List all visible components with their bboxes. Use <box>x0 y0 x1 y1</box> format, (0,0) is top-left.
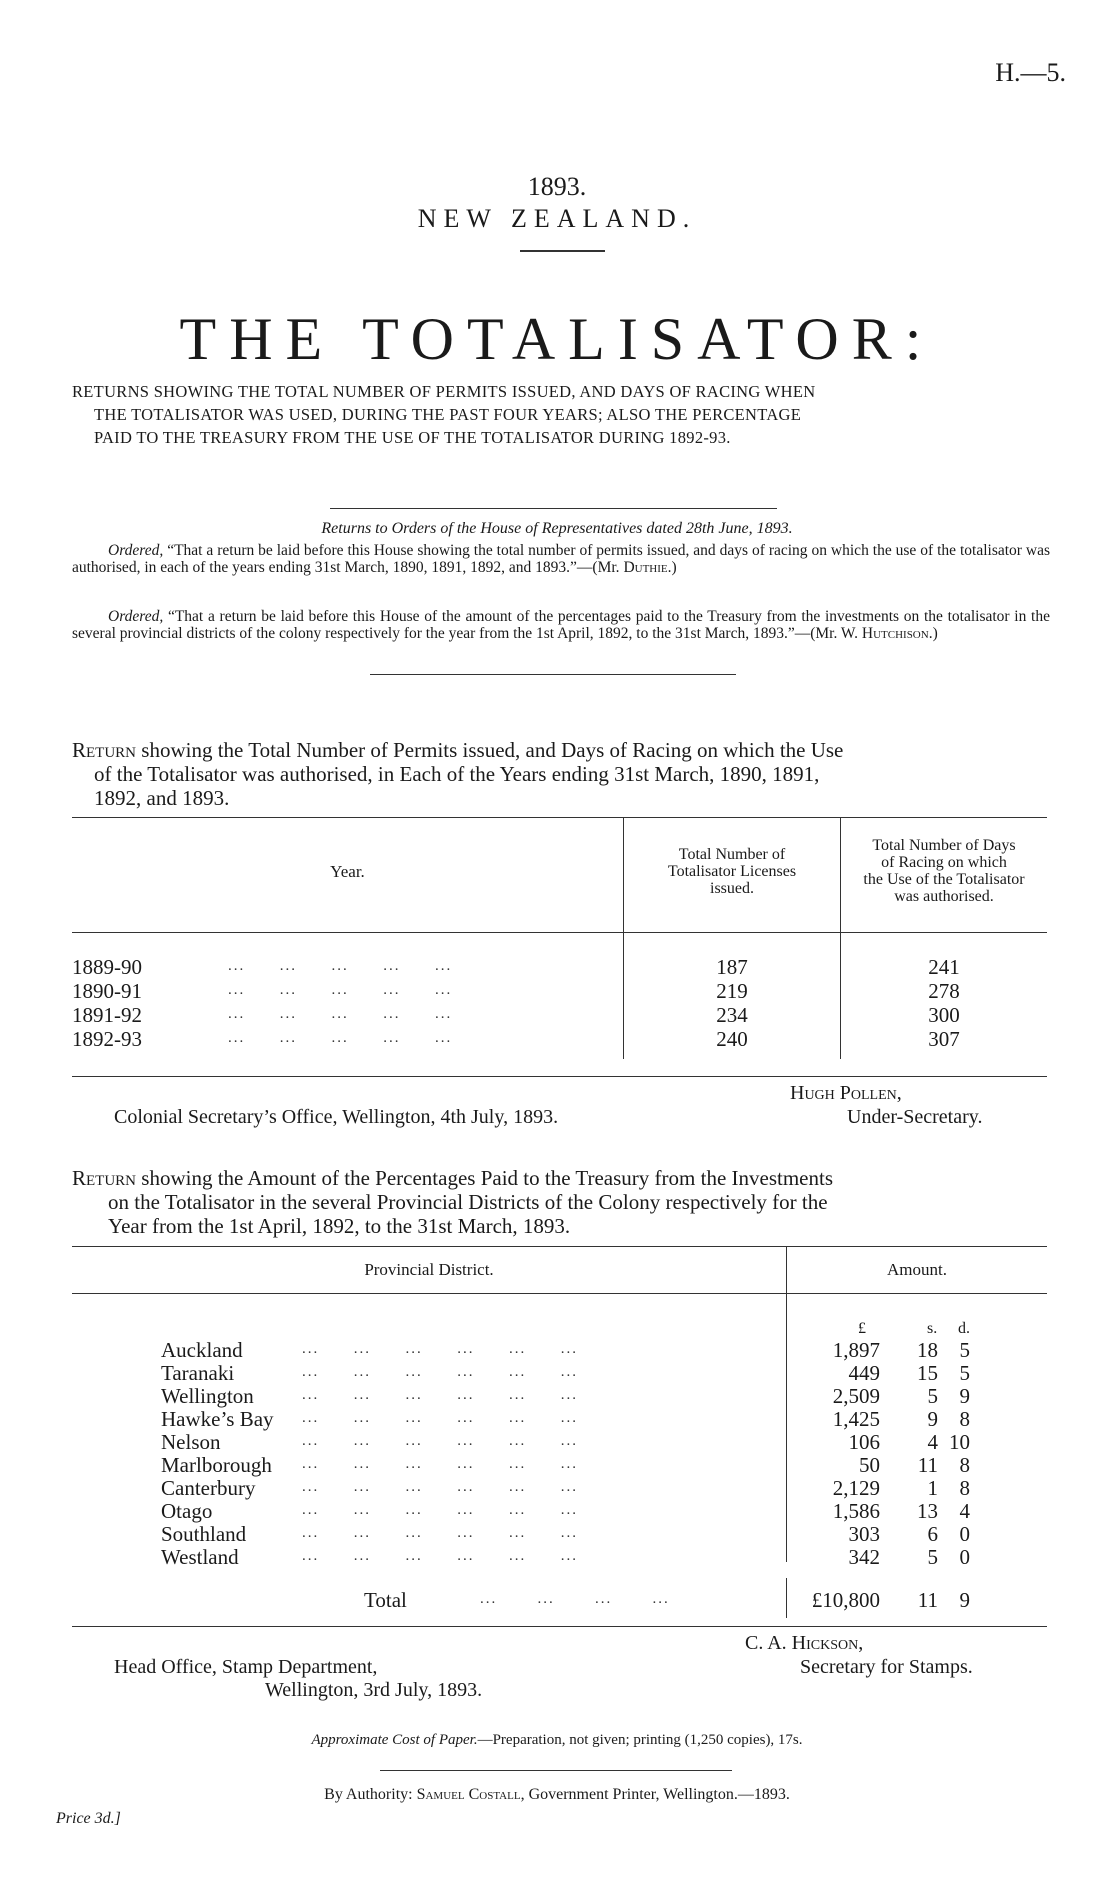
table-cell-days: 307 <box>928 1027 960 1051</box>
order-1-member: Duthie <box>623 559 668 576</box>
return1-signature-title: Under-Secretary. <box>847 1106 983 1128</box>
leader-dots: ... ... ... ... ... ... <box>302 1364 578 1380</box>
leader-dots: ... ... ... ... <box>480 1591 670 1607</box>
table-cell-licenses: 234 <box>716 1003 748 1027</box>
return1-header-days: Total Number of Days of Racing on which the Use of the Totalisator was authorised. <box>863 837 1025 905</box>
orders-heading: Returns to Orders of the House of Representatives dated 28th June, 1893. <box>321 520 793 537</box>
table-row-year: 1891-92 <box>72 1003 142 1027</box>
subtitle-line-1: RETURNS SHOWING THE TOTAL NUMBER OF PERMITS ISSUED, AND DAYS OF RACING WHEN <box>72 382 816 401</box>
printer-line: By Authority: Samuel Costall, Government Printer, Wellington.—1893. <box>324 1786 790 1803</box>
leader-dots: ... ... ... ... ... ... <box>302 1410 578 1426</box>
document-year: 1893. <box>527 172 587 201</box>
amount-pounds: 2,509 <box>832 1384 880 1408</box>
return2-office-line-1: Head Office, Stamp Department, <box>114 1656 378 1678</box>
return1-caption-line-3: 1892, and 1893. <box>94 786 230 810</box>
return2-caption-word: Return <box>72 1166 137 1190</box>
total-pence: 9 <box>959 1588 970 1612</box>
currency-pence-unit: d. <box>958 1320 970 1337</box>
page-title: THE TOTALISATOR: <box>179 306 935 372</box>
amount-pence: 10 <box>949 1430 970 1454</box>
amount-pounds: 449 <box>848 1361 880 1385</box>
amount-pounds: 2,129 <box>832 1476 880 1500</box>
district-name: Wellington <box>161 1384 254 1408</box>
document-country: NEW ZEALAND. <box>417 204 697 233</box>
currency-shillings-unit: s. <box>927 1320 938 1337</box>
district-name: Westland <box>161 1545 239 1569</box>
return2-total-divider <box>786 1578 787 1618</box>
total-shillings: 11 <box>917 1588 938 1612</box>
amount-shillings: 4 <box>927 1430 938 1454</box>
district-name: Nelson <box>161 1430 221 1454</box>
amount-shillings: 6 <box>927 1522 938 1546</box>
currency-pounds-unit: £ <box>858 1320 866 1337</box>
leader-dots: ... ... ... ... ... <box>228 1006 453 1022</box>
order-2-ordered: Ordered, <box>108 608 164 625</box>
district-name: Canterbury <box>161 1476 256 1500</box>
return1-office: Colonial Secretary’s Office, Wellington, 4th July, 1893. <box>114 1106 559 1128</box>
return1-table-top-rule <box>72 817 1047 818</box>
return1-header-licenses: Total Number of Totalisator Licenses issued. <box>667 846 797 897</box>
return2-caption-line-1: Return showing the Amount of the Percentages Paid to the Treasury from the Investments <box>72 1166 833 1190</box>
leader-dots: ... ... ... ... ... <box>228 1030 453 1046</box>
amount-pence: 4 <box>959 1499 970 1523</box>
amount-pounds: 1,586 <box>832 1499 880 1523</box>
leader-dots: ... ... ... ... ... ... <box>302 1479 578 1495</box>
subtitle-line-2: THE TOTALISATOR WAS USED, DURING THE PAST FOUR YEARS; ALSO THE PERCENTAGE <box>94 405 802 424</box>
return1-header-rule <box>72 932 1047 933</box>
amount-pence: 8 <box>959 1453 970 1477</box>
order-1 <box>72 542 1050 576</box>
footer-rule <box>380 1770 732 1771</box>
amount-shillings: 5 <box>927 1384 938 1408</box>
return2-table-bottom-rule <box>72 1626 1047 1627</box>
order-1-close: .) <box>667 559 677 576</box>
leader-dots: ... ... ... ... ... ... <box>302 1525 578 1541</box>
return2-header-rule <box>72 1293 1047 1294</box>
amount-shillings: 1 <box>927 1476 938 1500</box>
amount-pence: 8 <box>959 1407 970 1431</box>
amount-shillings: 11 <box>917 1453 938 1477</box>
amount-pounds: 106 <box>848 1430 880 1454</box>
order-2 <box>72 608 1050 642</box>
header-divider <box>520 250 605 252</box>
amount-pence: 5 <box>959 1361 970 1385</box>
return2-signature-title: Secretary for Stamps. <box>800 1656 973 1678</box>
order-2-close: .) <box>928 625 938 642</box>
amount-pence: 0 <box>959 1545 970 1569</box>
return2-caption-line-2: on the Totalisator in the several Provincial Districts of the Colony respectively for the <box>108 1190 828 1214</box>
amount-pence: 5 <box>959 1338 970 1362</box>
district-name: Auckland <box>161 1338 243 1362</box>
district-name: Hawke’s Bay <box>161 1407 274 1431</box>
leader-dots: ... ... ... ... ... ... <box>302 1456 578 1472</box>
amount-pounds: 303 <box>848 1522 880 1546</box>
order-1-ordered: Ordered, <box>108 542 164 559</box>
leader-dots: ... ... ... ... ... ... <box>302 1502 578 1518</box>
table-cell-licenses: 240 <box>716 1027 748 1051</box>
cost-note: Approximate Cost of Paper.—Preparation, not given; printing (1,250 copies), 17s. <box>311 1732 803 1748</box>
amount-shillings: 15 <box>917 1361 938 1385</box>
leader-dots: ... ... ... ... ... ... <box>302 1433 578 1449</box>
district-name: Taranaki <box>161 1361 235 1385</box>
return1-caption-word: Return <box>72 738 137 762</box>
table-cell-licenses: 219 <box>716 979 748 1003</box>
return1-caption <box>72 738 1052 810</box>
table-row-year: 1889-90 <box>72 955 142 979</box>
leader-dots: ... ... ... ... ... ... <box>302 1341 578 1357</box>
amount-pounds: 50 <box>859 1453 880 1477</box>
return1-caption-line-2: of the Totalisator was authorised, in Each of the Years ending 31st March, 1890, 1891, <box>94 762 820 786</box>
amount-pence: 0 <box>959 1522 970 1546</box>
subtitle-line-3: PAID TO THE TREASURY FROM THE USE OF THE TOTALISATOR DURING 1892-93. <box>94 428 731 447</box>
return1-table-bottom-rule <box>72 1076 1047 1077</box>
return1-caption-line-1: Return showing the Total Number of Permits issued, and Days of Racing on which the Use <box>72 738 844 762</box>
return2-header-district: Provincial District. <box>364 1260 494 1279</box>
table-cell-days: 278 <box>928 979 960 1003</box>
amount-pounds: 1,897 <box>832 1338 880 1362</box>
table-cell-days: 241 <box>928 955 960 979</box>
order-2-member: Hutchison <box>861 625 929 642</box>
amount-shillings: 5 <box>927 1545 938 1569</box>
amount-shillings: 18 <box>917 1338 938 1362</box>
leader-dots: ... ... ... ... ... ... <box>302 1387 578 1403</box>
price-note: Price 3d.] <box>56 1810 121 1827</box>
amount-pence: 9 <box>959 1384 970 1408</box>
district-name: Southland <box>161 1522 247 1546</box>
return2-caption-line-3: Year from the 1st April, 1892, to the 31st March, 1893. <box>108 1214 571 1238</box>
district-name: Otago <box>161 1499 213 1523</box>
amount-shillings: 9 <box>927 1407 938 1431</box>
amount-pounds: 1,425 <box>832 1407 880 1431</box>
order-2-text: “That a return be laid before this House of the amount of the percentages paid to the Treasury from the investments on the totalisator in the several provincial districts of the colony respectively for the year from the 1st April, 1892, to the 31st March, 1893.”—(Mr. W. <box>72 608 1050 642</box>
table-cell-days: 300 <box>928 1003 960 1027</box>
total-pounds: £10,800 <box>811 1588 880 1612</box>
order-1-text: “That a return be laid before this House showing the total number of permits issued, and days of racing on which the use of the totalisator was authorised, in each of the years ending 31st March, 1890, 1891, 1892, and 1893.”—(Mr. <box>72 542 1050 576</box>
return2-header-amount: Amount. <box>887 1260 947 1279</box>
document-reference: H.—5. <box>995 58 1066 87</box>
leader-dots: ... ... ... ... ... ... <box>302 1548 578 1564</box>
table-row-year: 1892-93 <box>72 1027 142 1051</box>
amount-shillings: 13 <box>917 1499 938 1523</box>
table-cell-licenses: 187 <box>716 955 748 979</box>
leader-dots: ... ... ... ... ... <box>228 958 453 974</box>
amount-pounds: 342 <box>848 1545 880 1569</box>
table-row-year: 1890-91 <box>72 979 142 1003</box>
return2-office-line-2: Wellington, 3rd July, 1893. <box>265 1679 483 1701</box>
orders-bottom-rule <box>370 674 736 675</box>
district-name: Marlborough <box>161 1453 272 1477</box>
total-label: Total <box>364 1588 407 1612</box>
amount-pence: 8 <box>959 1476 970 1500</box>
return2-caption <box>72 1166 1052 1238</box>
return2-signature-name: C. A. Hickson, <box>745 1632 864 1654</box>
return1-signature-name: Hugh Pollen, <box>790 1082 902 1104</box>
return1-header-year: Year. <box>330 862 365 881</box>
return2-table-top-rule <box>72 1246 1047 1247</box>
orders-top-rule <box>330 508 777 509</box>
leader-dots: ... ... ... ... ... <box>228 982 453 998</box>
